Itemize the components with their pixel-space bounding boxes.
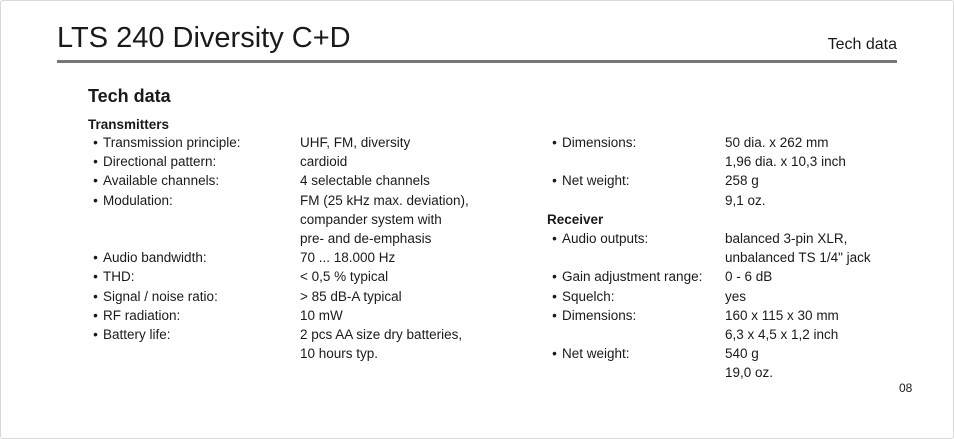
spec-label-text: THD:	[103, 269, 135, 285]
spec-row	[88, 267, 469, 286]
spec-label-text: Available channels:	[103, 173, 220, 189]
spec-value-line: 2 pcs AA size dry batteries,	[300, 327, 463, 343]
page-number: 08	[899, 381, 913, 395]
spec-label	[88, 133, 300, 152]
header-rule	[57, 60, 897, 63]
spec-value	[725, 133, 846, 171]
bullet-icon: •	[552, 173, 557, 189]
spec-value-line: 70 ... 18.000 Hz	[300, 250, 396, 266]
spec-label-text: RF radiation:	[103, 307, 181, 323]
spec-label-text: Audio bandwidth:	[103, 250, 207, 266]
bullet-icon: •	[93, 269, 98, 285]
spec-value-line: pre- and de-emphasis	[300, 231, 432, 247]
spec-label	[547, 306, 725, 344]
spec-label	[547, 133, 725, 171]
spec-row	[88, 248, 469, 267]
spec-row	[88, 325, 469, 363]
spec-row	[547, 287, 871, 306]
spec-row	[88, 171, 469, 190]
spec-row	[547, 267, 871, 286]
section-heading: Tech data	[88, 86, 171, 106]
spec-value-line: unbalanced TS 1/4" jack	[725, 250, 871, 266]
receiver-title: Receiver	[547, 212, 604, 227]
spec-value	[725, 306, 839, 344]
bullet-icon: •	[552, 346, 557, 362]
spec-label-text: Dimensions:	[562, 307, 637, 323]
spec-value	[300, 133, 410, 152]
spec-value-line: 19,0 oz.	[725, 365, 774, 381]
bullet-icon: •	[552, 135, 557, 150]
bullet-icon: •	[93, 288, 98, 304]
spec-value	[300, 267, 388, 286]
spec-value	[300, 325, 462, 363]
spec-row	[547, 344, 871, 382]
spec-value-line: yes	[725, 288, 747, 304]
spec-value-line: 50 dia. x 262 mm	[725, 135, 829, 150]
document-title: LTS 240 Diversity C+D	[57, 22, 351, 54]
spec-label-text: Transmission principle:	[103, 135, 241, 150]
receiver-spec-list	[547, 229, 871, 383]
spec-label	[88, 287, 300, 306]
spec-value	[725, 344, 773, 382]
section-tag: Tech data	[827, 36, 897, 53]
spec-value	[725, 267, 772, 286]
spec-value	[300, 152, 347, 171]
spec-label	[88, 267, 300, 286]
bullet-icon: •	[552, 231, 557, 246]
transmitters-spec-list	[88, 133, 469, 363]
transmitters-title: Transmitters	[88, 117, 170, 132]
bullet-icon: •	[93, 192, 98, 208]
bullet-icon: •	[93, 154, 98, 170]
spec-label	[88, 191, 300, 249]
spec-label	[547, 287, 725, 306]
spec-row	[547, 171, 846, 209]
spec-value	[300, 248, 395, 267]
spec-label-text: Signal / noise ratio:	[103, 288, 218, 304]
spec-label-text: Squelch:	[562, 288, 615, 304]
spec-row	[88, 306, 469, 325]
spec-value	[300, 171, 430, 190]
spec-label-text: Dimensions:	[562, 135, 637, 150]
spec-label-text: Net weight:	[562, 346, 630, 362]
spec-label	[88, 248, 300, 267]
spec-label	[547, 344, 725, 382]
spec-label	[547, 229, 725, 267]
spec-row	[547, 133, 846, 171]
spec-label	[88, 171, 300, 190]
spec-value-line: 4 selectable channels	[300, 173, 430, 189]
spec-value	[725, 229, 871, 267]
spec-value	[725, 171, 766, 209]
spec-label	[88, 152, 300, 171]
bullet-icon: •	[93, 250, 98, 266]
spec-label	[547, 267, 725, 286]
bullet-icon: •	[552, 288, 557, 304]
bullet-icon: •	[93, 135, 98, 150]
spec-row	[88, 133, 469, 152]
spec-label	[88, 325, 300, 363]
spec-value-line: 1,96 dia. x 10,3 inch	[725, 154, 846, 170]
spec-value	[300, 306, 343, 325]
spec-value	[300, 191, 469, 249]
spec-row	[547, 229, 871, 267]
spec-value-line: < 0,5 % typical	[300, 269, 389, 285]
spec-value-line: 540 g	[725, 346, 759, 362]
spec-value-line: 0 - 6 dB	[725, 269, 773, 285]
bullet-icon: •	[93, 173, 98, 189]
spec-value-line: 160 x 115 x 30 mm	[725, 307, 839, 323]
spec-row	[547, 306, 871, 344]
spec-value-line: 6,3 x 4,5 x 1,2 inch	[725, 327, 839, 343]
spec-row	[88, 191, 469, 249]
bullet-icon: •	[552, 269, 557, 285]
spec-value-line: 258 g	[725, 173, 759, 189]
spec-label	[547, 171, 725, 209]
bullet-icon: •	[93, 307, 98, 323]
spec-row	[88, 152, 469, 171]
spec-value-line: FM (25 kHz max. deviation),	[300, 192, 469, 208]
spec-label-text: Directional pattern:	[103, 154, 217, 170]
spec-value-line: compander system with	[300, 211, 442, 227]
spec-value-line: cardioid	[300, 154, 348, 170]
bullet-icon: •	[93, 327, 98, 343]
spec-value	[300, 287, 402, 306]
spec-value-line: UHF, FM, diversity	[300, 135, 411, 150]
spec-label-text: Net weight:	[562, 173, 630, 189]
spec-value	[725, 287, 746, 306]
spec-label-text: Gain adjustment range:	[562, 269, 703, 285]
spec-label-text: Modulation:	[103, 192, 173, 208]
spec-value-line: 10 hours typ.	[300, 346, 379, 362]
spec-row	[88, 287, 469, 306]
spec-label	[88, 306, 300, 325]
spec-value-line: 10 mW	[300, 307, 343, 323]
spec-label-text: Audio outputs:	[562, 231, 649, 246]
bullet-icon: •	[552, 307, 557, 323]
spec-value-line: balanced 3-pin XLR,	[725, 231, 848, 246]
spec-value-line: > 85 dB-A typical	[300, 288, 402, 304]
spec-value-line: 9,1 oz.	[725, 192, 766, 208]
spec-label-text: Battery life:	[103, 327, 171, 343]
transmitters-spec-list-continued	[547, 133, 846, 210]
